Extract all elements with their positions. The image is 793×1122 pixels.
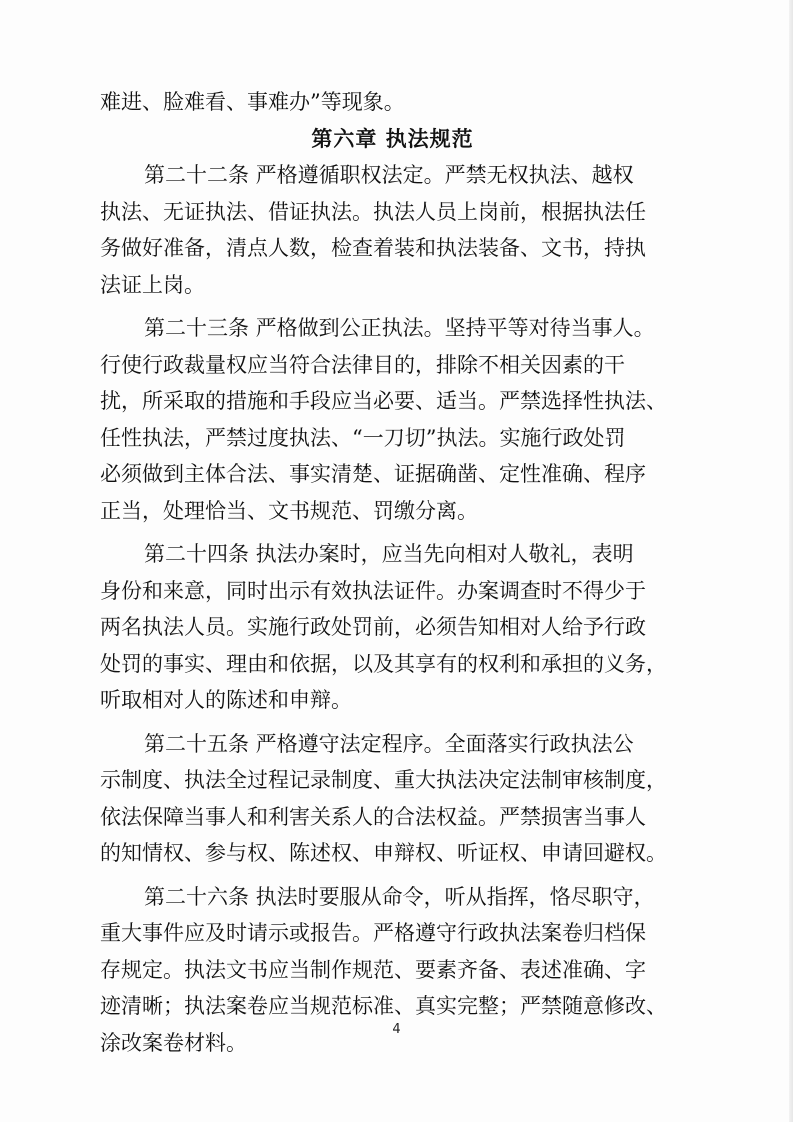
article-25-line-2: 示制度、执法全过程记录制度、重大执法决定法制审核制度， [100,768,667,792]
article-26-line-2: 重大事件应及时请示或报告。严格遵守行政执法案卷归档保 [100,921,646,945]
article-24-line-2: 身份和来意，同时出示有效执法证件。办案调查时不得少于 [100,578,646,603]
article-26-line-1: 第二十六条 执法时要服从命令，听从指挥，恪尽职守， [144,884,655,909]
article-24-line-5: 听取相对人的陈述和申辩。 [100,688,352,712]
article-22-line-2: 执法、无证执法、借证执法。执法人员上岗前，根据执法任 [100,199,646,224]
article-23-line-2: 行使行政裁量权应当符合法律目的，排除不相关因素的干 [100,352,625,377]
scan-edge [789,0,793,1122]
chapter-title: 第六章 执法规范 [311,126,474,151]
article-23-line-4: 任性执法，严禁过度执法、“一刀切”执法。实施行政处罚 [100,425,626,450]
article-26-line-4: 迹清晰；执法案卷应当规范标准、真实完整；严禁随意修改、 [100,994,667,1018]
article-25-line-3: 依法保障当事人和利害关系人的合法权益。严禁损害当事人 [100,804,646,829]
text-line: 难进、脸难看、事难办”等现象。 [100,90,405,114]
article-22-line-1: 第二十二条 严格遵循职权法定。严禁无权执法、越权 [144,163,634,187]
document-body [100,84,685,1061]
article-23-line-1: 第二十三条 严格做到公正执法。坚持平等对待当事人。 [144,316,655,340]
article-25-line-4: 的知情权、参与权、陈述权、申辩权、听证权、申请回避权。 [100,841,667,865]
article-22-line-3: 务做好准备，清点人数，检查着装和执法装备、文书，持执 [100,236,646,260]
article-22-line-4: 法证上岗。 [100,272,205,297]
article-25-line-1: 第二十五条 严格遵守法定程序。全面落实行政执法公 [144,731,634,756]
article-24-line-1: 第二十四条 执法办案时，应当先向相对人敬礼，表明 [144,542,634,566]
article-24-line-3: 两名执法人员。实施行政处罚前，必须告知相对人给予行政 [100,615,646,639]
article-23-line-6: 正当，处理恰当、文书规范、罚缴分离。 [100,498,478,523]
page-number: 4 [392,1022,401,1037]
article-26-line-5: 涂改案卷材料。 [100,1030,247,1055]
article-23-line-5: 必须做到主体合法、事实清楚、证据确凿、定性准确、程序 [100,462,646,486]
article-26-line-3: 存规定。执法文书应当制作规范、要素齐备、表述准确、字 [100,957,646,982]
article-23-line-3: 扰，所采取的措施和手段应当必要、适当。严禁选择性执法、 [100,389,667,413]
article-24-line-4: 处罚的事实、理由和依据，以及其享有的权利和承担的义务， [100,651,667,676]
